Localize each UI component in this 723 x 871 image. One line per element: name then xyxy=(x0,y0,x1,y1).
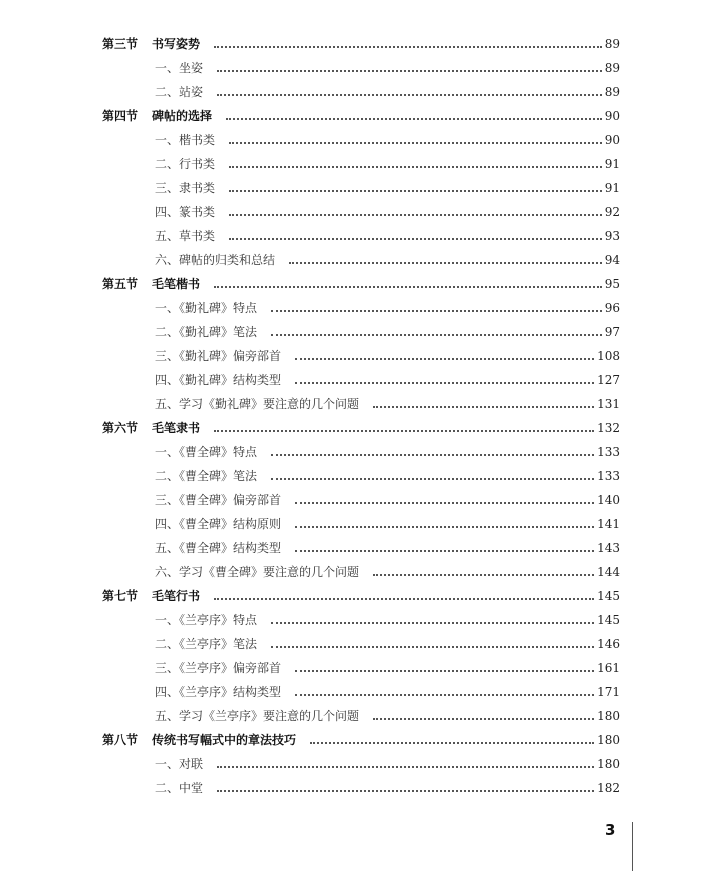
section-title: 碑帖的选择 xyxy=(152,109,213,123)
toc-page-number: 180 xyxy=(597,709,620,723)
toc-page-number: 161 xyxy=(597,661,620,675)
toc-subsection-entry xyxy=(0,56,723,80)
dot-leader xyxy=(271,310,602,312)
dot-leader xyxy=(295,358,594,360)
toc-entry-title: 三、隶书类 xyxy=(155,176,215,200)
toc-subsection-entry xyxy=(0,176,723,200)
dot-leader xyxy=(295,502,594,504)
toc-section-entry xyxy=(0,416,723,440)
toc-section-entry xyxy=(0,104,723,128)
section-title: 毛笔楷书 xyxy=(152,277,201,291)
toc-page-number: 89 xyxy=(604,85,620,99)
toc-page-number: 133 xyxy=(597,445,620,459)
section-number: 第四节 xyxy=(102,109,139,123)
toc-entry-title: 二、中堂 xyxy=(155,776,203,800)
toc-subsection-entry xyxy=(0,128,723,152)
dot-leader xyxy=(217,94,602,96)
toc-page-number: 145 xyxy=(597,589,620,603)
dot-leader xyxy=(373,406,594,408)
toc-entry-title: 三、《兰亭序》偏旁部首 xyxy=(155,656,281,680)
dot-leader xyxy=(214,598,594,600)
toc-page-number: 96 xyxy=(604,301,620,315)
section-title: 书写姿势 xyxy=(152,37,201,51)
dot-leader xyxy=(214,430,594,432)
toc-subsection-entry xyxy=(0,392,723,416)
toc-subsection-entry xyxy=(0,344,723,368)
dot-leader xyxy=(310,742,594,744)
dot-leader xyxy=(229,238,602,240)
page-number: 3 xyxy=(605,821,616,839)
toc-page-number: 180 xyxy=(597,733,620,747)
toc-page-number: 143 xyxy=(597,541,620,555)
dot-leader xyxy=(271,454,594,456)
toc-entry-title: 一、《曹全碑》特点 xyxy=(155,440,257,464)
toc-section-entry xyxy=(0,728,723,752)
toc-entry-title: 二、《兰亭序》笔法 xyxy=(155,632,257,656)
dot-leader xyxy=(295,550,594,552)
dot-leader xyxy=(214,46,602,48)
toc-entry-title xyxy=(102,584,200,608)
toc-entry-title: 一、坐姿 xyxy=(155,56,203,80)
toc-page-number: 89 xyxy=(604,61,620,75)
dot-leader xyxy=(229,142,602,144)
toc-page-number: 140 xyxy=(597,493,620,507)
toc-subsection-entry xyxy=(0,80,723,104)
toc-entry-title: 五、学习《兰亭序》要注意的几个问题 xyxy=(155,704,359,728)
page-divider xyxy=(632,822,633,871)
toc-entry-title: 二、《勤礼碑》笔法 xyxy=(155,320,257,344)
toc-subsection-entry xyxy=(0,704,723,728)
toc-entry-title: 五、学习《勤礼碑》要注意的几个问题 xyxy=(155,392,359,416)
toc-page-number: 141 xyxy=(597,517,620,531)
toc-page-number: 146 xyxy=(597,637,620,651)
toc-subsection-entry xyxy=(0,248,723,272)
toc-entry-title: 四、《勤礼碑》结构类型 xyxy=(155,368,281,392)
toc-subsection-entry xyxy=(0,680,723,704)
toc-entry-title: 一、《勤礼碑》特点 xyxy=(155,296,257,320)
toc-entry-title: 二、行书类 xyxy=(155,152,215,176)
toc-section-entry xyxy=(0,272,723,296)
toc-entry-title: 四、《曹全碑》结构原则 xyxy=(155,512,281,536)
dot-leader xyxy=(229,166,602,168)
toc-entry-title: 四、篆书类 xyxy=(155,200,215,224)
dot-leader xyxy=(295,382,594,384)
toc-page-number: 171 xyxy=(597,685,620,699)
section-number: 第七节 xyxy=(102,589,139,603)
toc-page-number: 90 xyxy=(604,133,620,147)
toc-page-number: 93 xyxy=(604,229,620,243)
toc-entry-title xyxy=(102,272,200,296)
toc-page-number: 108 xyxy=(597,349,620,363)
toc-page-number: 92 xyxy=(604,205,620,219)
dot-leader xyxy=(295,694,594,696)
dot-leader xyxy=(289,262,602,264)
dot-leader xyxy=(217,766,594,768)
toc-entry-title: 四、《兰亭序》结构类型 xyxy=(155,680,281,704)
dot-leader xyxy=(295,670,594,672)
toc-page-number: 133 xyxy=(597,469,620,483)
dot-leader xyxy=(214,286,602,288)
toc-subsection-entry xyxy=(0,560,723,584)
dot-leader xyxy=(295,526,594,528)
toc-subsection-entry xyxy=(0,776,723,800)
toc-subsection-entry xyxy=(0,752,723,776)
toc-page-number: 180 xyxy=(597,757,620,771)
toc-entry-title: 三、《勤礼碑》偏旁部首 xyxy=(155,344,281,368)
dot-leader xyxy=(373,574,594,576)
toc-entry-title: 二、站姿 xyxy=(155,80,203,104)
toc-entry-title: 六、学习《曹全碑》要注意的几个问题 xyxy=(155,560,359,584)
toc-page-number: 90 xyxy=(604,109,620,123)
toc-entry-title: 一、《兰亭序》特点 xyxy=(155,608,257,632)
toc-page-number: 97 xyxy=(604,325,620,339)
dot-leader xyxy=(271,646,594,648)
toc-subsection-entry xyxy=(0,464,723,488)
dot-leader xyxy=(271,334,602,336)
toc-page-number: 91 xyxy=(604,157,620,171)
toc-subsection-entry xyxy=(0,512,723,536)
section-number: 第八节 xyxy=(102,733,139,747)
toc-page-number: 94 xyxy=(604,253,620,267)
toc-subsection-entry xyxy=(0,296,723,320)
toc-entry-title: 一、对联 xyxy=(155,752,203,776)
dot-leader xyxy=(229,190,602,192)
toc-page-number: 144 xyxy=(597,565,620,579)
toc-entry-title xyxy=(102,728,296,752)
dot-leader xyxy=(229,214,602,216)
dot-leader xyxy=(271,622,594,624)
dot-leader xyxy=(373,718,594,720)
toc-section-entry xyxy=(0,584,723,608)
toc-page-number: 89 xyxy=(604,37,620,51)
dot-leader xyxy=(226,118,602,120)
toc-page-number: 95 xyxy=(604,277,620,291)
toc-entry-title: 三、《曹全碑》偏旁部首 xyxy=(155,488,281,512)
toc-entry-title xyxy=(102,104,212,128)
dot-leader xyxy=(217,70,602,72)
toc-entry-title: 一、楷书类 xyxy=(155,128,215,152)
toc-subsection-entry xyxy=(0,536,723,560)
toc-page-number: 132 xyxy=(597,421,620,435)
dot-leader xyxy=(271,478,594,480)
toc-subsection-entry xyxy=(0,320,723,344)
toc-page-number: 182 xyxy=(597,781,620,795)
toc-page-number: 91 xyxy=(604,181,620,195)
toc-subsection-entry xyxy=(0,224,723,248)
section-title: 毛笔隶书 xyxy=(152,421,201,435)
toc-subsection-entry xyxy=(0,200,723,224)
toc-page-number: 131 xyxy=(597,397,620,411)
toc-entry-title xyxy=(102,32,200,56)
toc-subsection-entry xyxy=(0,608,723,632)
toc-subsection-entry xyxy=(0,488,723,512)
section-title: 传统书写幅式中的章法技巧 xyxy=(152,733,297,747)
section-number: 第六节 xyxy=(102,421,139,435)
section-number: 第三节 xyxy=(102,37,139,51)
section-title: 毛笔行书 xyxy=(152,589,201,603)
toc-section-entry xyxy=(0,32,723,56)
toc-entry-title: 五、《曹全碑》结构类型 xyxy=(155,536,281,560)
toc-page-number: 145 xyxy=(597,613,620,627)
toc-entry-title: 二、《曹全碑》笔法 xyxy=(155,464,257,488)
toc-page-number: 127 xyxy=(597,373,620,387)
toc-subsection-entry xyxy=(0,368,723,392)
toc-subsection-entry xyxy=(0,440,723,464)
table-of-contents xyxy=(0,32,723,800)
dot-leader xyxy=(217,790,594,792)
toc-subsection-entry xyxy=(0,656,723,680)
toc-entry-title xyxy=(102,416,200,440)
section-number: 第五节 xyxy=(102,277,139,291)
toc-subsection-entry xyxy=(0,632,723,656)
toc-entry-title: 五、草书类 xyxy=(155,224,215,248)
toc-subsection-entry xyxy=(0,152,723,176)
toc-entry-title: 六、碑帖的归类和总结 xyxy=(155,248,275,272)
